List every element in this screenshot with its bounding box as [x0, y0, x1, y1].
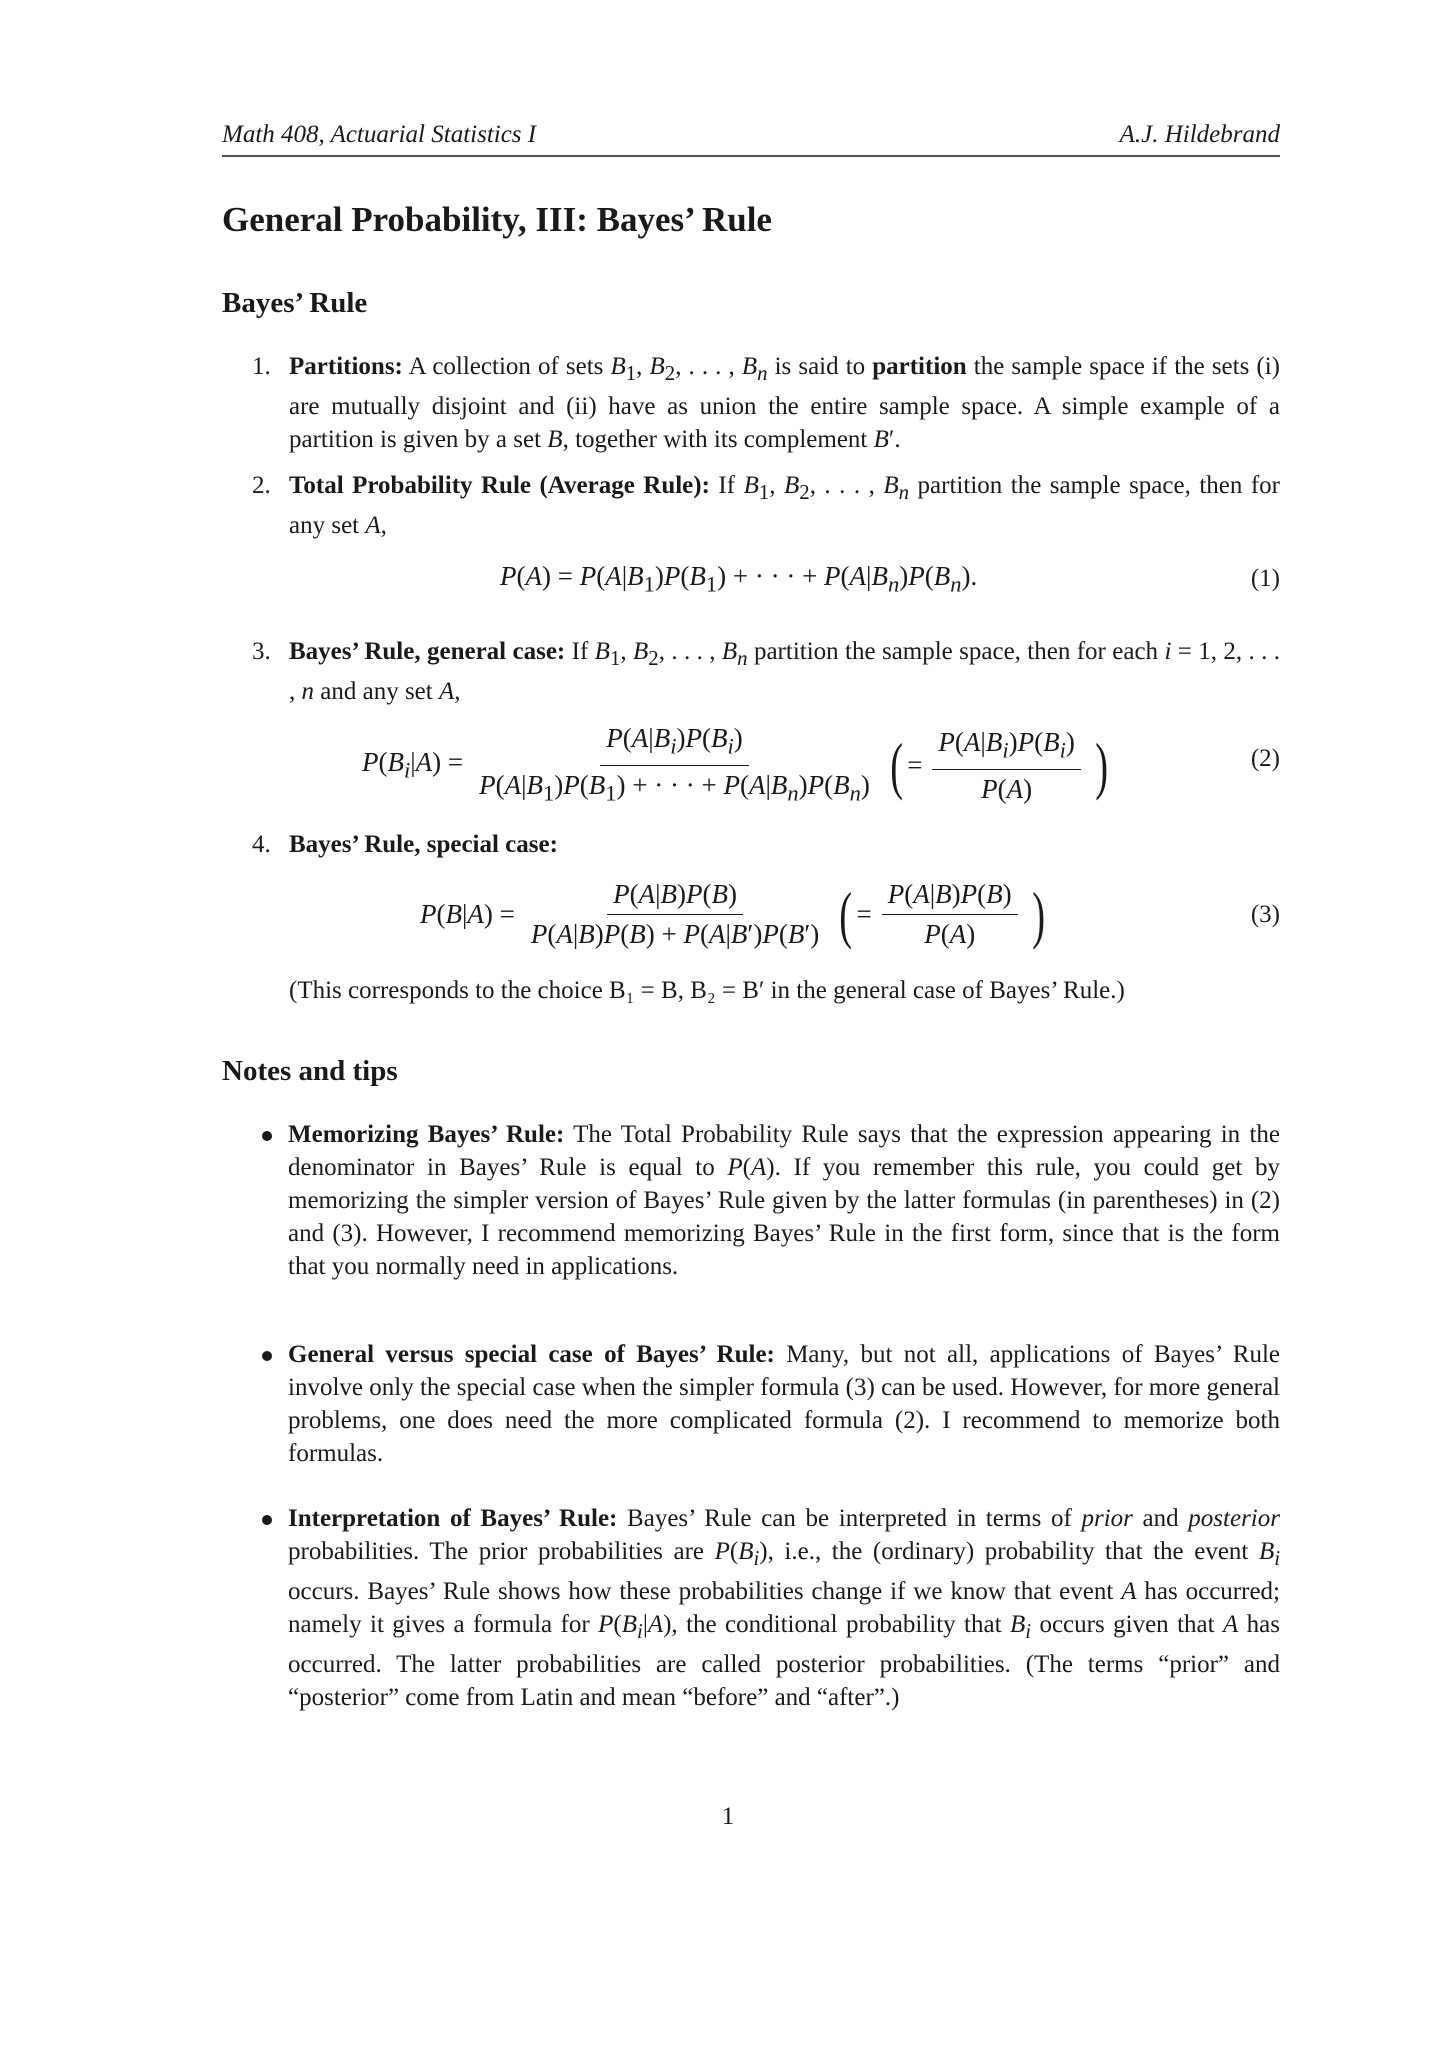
item-number: 2. — [252, 472, 271, 499]
note-lead: Memorizing Bayes’ Rule: — [288, 1121, 565, 1148]
list-item-partitions — [252, 350, 1280, 456]
item-body: Bayes’ Rule, general case: If $B_1$, $B_2$, . . . , $B_n$ partition the sample space, then for each i = 1, 2, . . . , n and any set A, — [289, 638, 1281, 705]
bullet-icon — [262, 1131, 272, 1141]
note-lead: Interpretation of Bayes’ Rule: — [288, 1505, 618, 1532]
equation-number: (3) — [1250, 901, 1280, 928]
section-heading-notes: Notes and tips — [222, 1055, 398, 1087]
fraction: $\frac{P(A|B)P(B)}{P(A|B)P(B) + P(A|B')P(B')}$ — [530, 879, 820, 949]
fraction: $\frac{P(A|B)P(B)}{P(A)}$ — [882, 878, 1018, 951]
item-body: Partitions: A collection of sets $B_1$, $B_2$, . . . , $B_n$ is said to partition the sample space if the sets (i) are mutually disjoint and (ii) have as union the entire sample space. A simple example of a partition is given by a set B, together with its complement B′. — [289, 353, 1280, 453]
item-number: 3. — [252, 638, 271, 665]
list-item-bayes-special — [252, 828, 1280, 861]
note-lead: General versus special case of Bayes’ Rule: — [288, 1341, 775, 1368]
item-lead: Bayes’ Rule, special case: — [289, 831, 558, 858]
note-interpretation: Interpretation of Bayes’ Rule: Bayes’ Rule can be interpreted in terms of prior and posterior probabilities. The prior probabilities are $P(B_i)$, i.e., the (ordinary) probability that the event $B_i$ occurs. Bayes’ Rule shows how these probabilities change if we know that event A has occurred; namely it gives a formula for $P(B_i|A)$, the conditional probability that $B_i$ occurs given that A has occurred. The latter probabilities are called posterior probabilities. (The terms “prior” and “posterior” come from Latin and mean “before” and “after”.) — [288, 1505, 1281, 1711]
list-item-total-probability — [252, 469, 1280, 542]
item-lead: Total Probability Rule (Average Rule): — [289, 472, 710, 499]
author-name: A.J. Hildebrand — [1119, 121, 1280, 148]
page-number: 1 — [721, 1803, 735, 1830]
item-lead: Partitions: — [289, 353, 403, 380]
list-item-bayes-general — [252, 635, 1280, 708]
note-memorizing: Memorizing Bayes’ Rule: The Total Probability Rule says that the expression appearing in the denominator in Bayes’ Rule is equal to P(A). If you remember this rule, you could get by memorizing the simpler version of Bayes’ Rule given by the latter formulas (in parentheses) in (2) and (3). However, I recommend memorizing Bayes’ Rule in the first form, since that is the form that you normally need in applications. — [288, 1121, 1280, 1280]
note-general-vs-special: General versus special case of Bayes’ Rule: Many, but not all, applications of Bayes’ Rule involve only the special case when the simpler formula (3) can be used. However, for more general problems, one does need the more complicated formula (2). I recommend to memorize both formulas. — [288, 1341, 1280, 1467]
item-body: Total Probability Rule (Average Rule): If $B_1$, $B_2$, . . . , $B_n$ partition the sample space, then for any set A, — [289, 472, 1280, 539]
equation-number: (2) — [1250, 745, 1280, 772]
equation-bayes-special: P(B|A) = $\frac{P(A|B)P(B)}{P(A|B)P(B) + P(A|B')P(B')}$ ( = $\frac{P(A|B)P(B)}{P(A)}$ ) — [420, 878, 1045, 950]
item-lead: Bayes’ Rule, general case: — [289, 638, 566, 665]
fraction: $\frac{P(A|B_i)P(B_i)}{P(A|B_1)P(B_1) + \cdot \cdot \cdot + P(A|B_n)P(B_n)}$ — [479, 723, 870, 806]
fraction: $\frac{P(A|B_i)P(B_i)}{P(A)}$ — [932, 726, 1080, 806]
page-title: General Probability, III: Bayes’ Rule — [222, 200, 772, 239]
equation-number: (1) — [1250, 565, 1280, 592]
item-number: 1. — [252, 353, 271, 380]
section-heading-bayes-rule: Bayes’ Rule — [222, 287, 368, 319]
item-number: 4. — [252, 831, 271, 858]
special-case-note — [252, 974, 1280, 1007]
equation-bayes-general: $P(B_i|A)$ = $\frac{P(A|B_i)P(B_i)}{P(A|B_1)P(B_1) + \cdot \cdot \cdot + P(A|B_n)P(B_n)}$ ( = $\frac{P(A|B_i)P(B_i)}{P(A)}$ ) — [362, 722, 1112, 810]
equation-total-probability: $P(A) = P(A|B_1)P(B_1)$ + · · · + $P(A|B_n)P(B_n)$. — [500, 561, 978, 597]
bullet-icon — [262, 1351, 272, 1361]
item-body — [289, 828, 1280, 861]
note-text: (This corresponds to the choice B₁ = B, B₂ = B′ in the general case of Bayes’ Rule.) — [289, 977, 1125, 1004]
running-header — [222, 118, 1280, 157]
bullet-icon — [262, 1515, 272, 1525]
course-title: Math 408, Actuarial Statistics I — [222, 121, 537, 148]
